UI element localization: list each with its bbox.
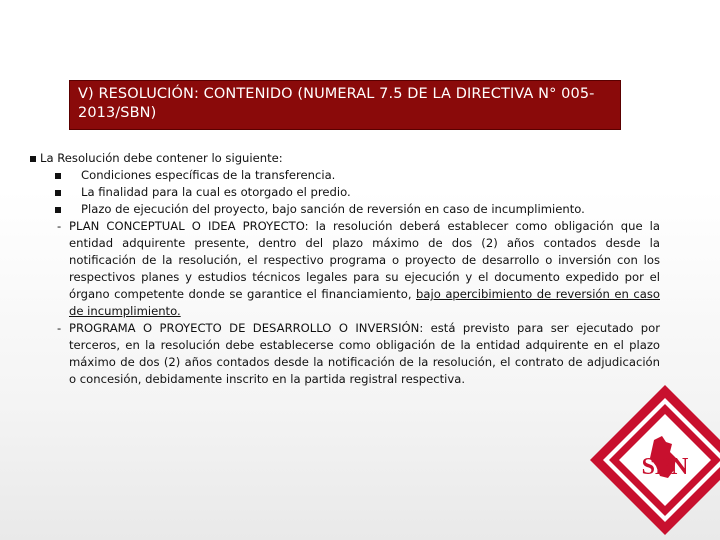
item-heading: PLAN CONCEPTUAL O IDEA PROYECTO: bbox=[69, 219, 309, 233]
item-heading: PROGRAMA O PROYECTO DE DESARROLLO O INVERSIÓN: bbox=[69, 321, 424, 335]
square-bullet-icon bbox=[30, 150, 40, 167]
square-bullet-icon bbox=[55, 167, 77, 184]
slide-title: V) RESOLUCIÓN: CONTENIDO (NUMERAL 7.5 DE LA DIRECTIVA N° 005-2013/SBN) bbox=[78, 86, 595, 121]
sub-item bbox=[30, 167, 660, 184]
item-text: está previsto para ser ejecutado por terceros, en la resolución debe establecerse como obligación de la entidad adquirente en el plazo máximo de dos (2) años contados desde la notificación de la resolución, el contrato de adjudicación o concesión, debidamente inscrito en la partida registral respectiva. bbox=[69, 321, 660, 386]
list-item-programa-proyecto bbox=[30, 320, 660, 388]
square-bullet-icon bbox=[55, 201, 77, 218]
sub-item-text: La finalidad para la cual es otorgado el predio. bbox=[81, 185, 351, 199]
sub-item-text: Condiciones específicas de la transferencia. bbox=[81, 168, 336, 182]
dash-bullet: - bbox=[57, 321, 62, 335]
sub-item bbox=[30, 184, 660, 201]
item-body bbox=[69, 218, 660, 320]
title-bar bbox=[69, 80, 621, 130]
sub-item-text: Plazo de ejecución del proyecto, bajo sanción de reversión en caso de incumplimiento. bbox=[81, 202, 585, 216]
sub-item bbox=[30, 201, 660, 218]
item-underlined-text: bajo apercibimiento de reversión en caso de incumplimiento. bbox=[69, 287, 660, 318]
sbn-logo bbox=[590, 380, 720, 540]
logo-text: SBN bbox=[641, 454, 689, 480]
item-text: la resolución deberá establecer como obligación que la entidad adquirente presente, dentro del plazo máximo de dos (2) años contados desde la notificación de la resolución, el respectivo programa o proyecto de desarrollo o inversión con los respectivos planes y estudios técnicos legales para su ejecución y el documento expedido por el órgano competente donde se garantice el financiamiento, bbox=[69, 219, 660, 301]
content-body bbox=[30, 150, 660, 388]
item-body bbox=[69, 320, 660, 388]
dash-bullet: - bbox=[57, 219, 62, 233]
square-bullet-icon bbox=[55, 184, 77, 201]
intro-text: La Resolución debe contener lo siguiente: bbox=[40, 151, 283, 165]
intro-line bbox=[30, 150, 660, 167]
list-item-plan-conceptual bbox=[30, 218, 660, 320]
